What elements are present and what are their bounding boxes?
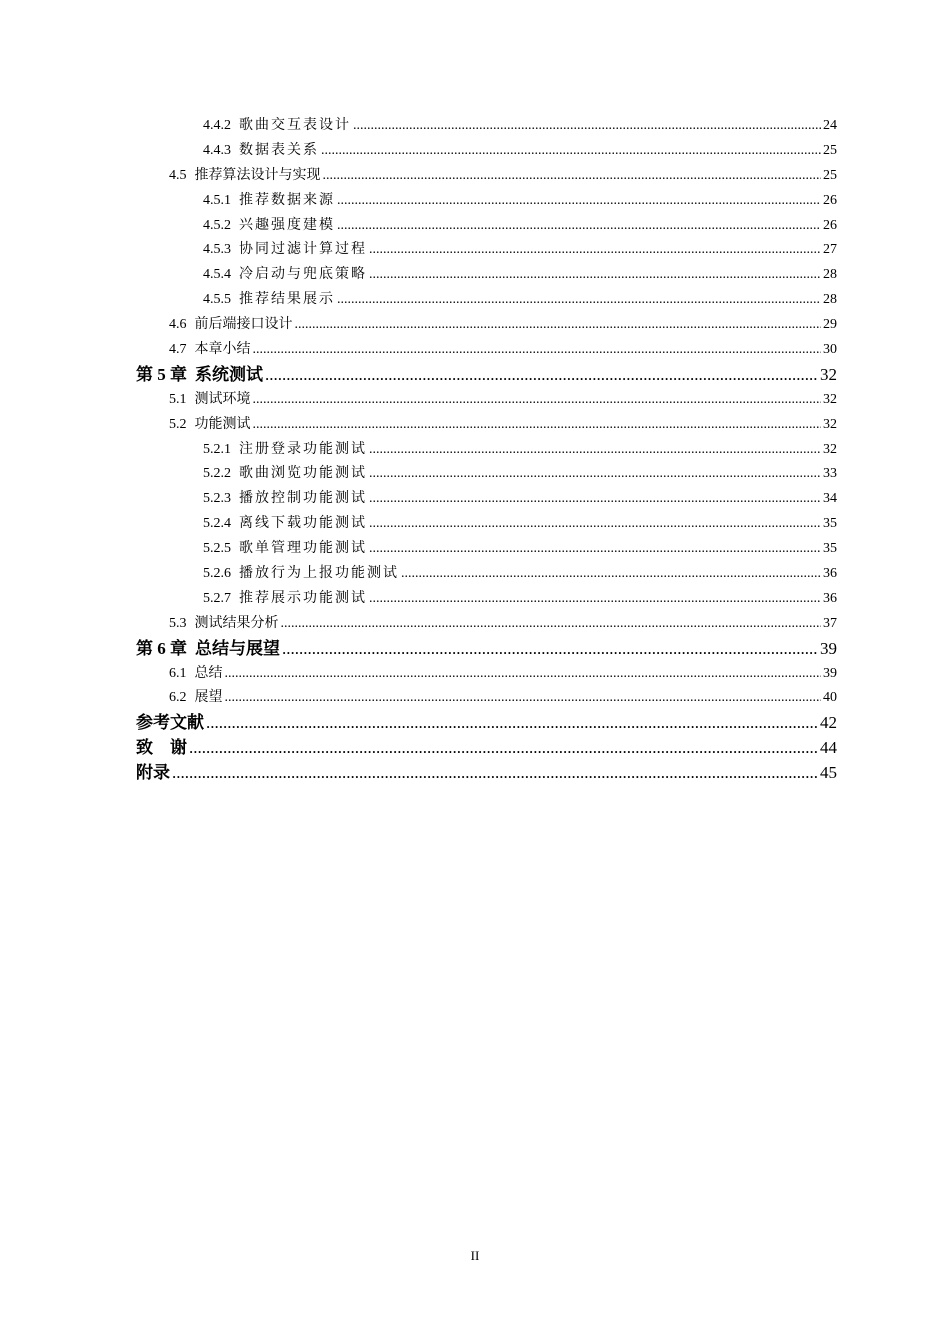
toc-entry[interactable] — [136, 338, 837, 363]
toc-entry-number: 5.1 — [169, 391, 187, 407]
toc-entry-title: 推荐结果展示 — [239, 292, 335, 308]
toc-entry-label — [136, 637, 280, 662]
toc-entry[interactable] — [136, 238, 837, 263]
toc-entry-label — [203, 238, 367, 263]
toc-entry-label — [203, 214, 335, 239]
dot-leader — [369, 238, 821, 263]
toc-entry-number: 5.3 — [169, 615, 187, 631]
toc-entry[interactable] — [136, 363, 837, 388]
toc-entry-title: 本章小结 — [194, 342, 251, 358]
toc-entry-number: 5.2.3 — [203, 491, 231, 507]
dot-leader — [337, 288, 821, 313]
toc-entry-number: 4.5.3 — [203, 242, 231, 258]
dot-leader — [253, 413, 822, 438]
toc-entry-page: 26 — [823, 217, 837, 233]
toc-entry-number: 4.4.2 — [203, 118, 231, 133]
toc-entry[interactable] — [136, 487, 837, 512]
toc-entry-page: 42 — [820, 713, 837, 733]
toc-entry-title: 系统测试 — [195, 364, 263, 384]
toc-entry-page: 34 — [823, 491, 837, 507]
toc-entry-page: 45 — [820, 763, 837, 783]
toc-entry-label — [169, 313, 293, 338]
dot-leader — [253, 388, 822, 413]
toc-entry-label — [203, 114, 351, 139]
toc-entry-number: 4.5.2 — [203, 217, 231, 233]
toc-entry[interactable] — [136, 761, 837, 786]
toc-entry[interactable] — [136, 512, 837, 537]
toc-entry-title: 数据表关系 — [239, 142, 319, 158]
toc-entry-title: 注册登录功能测试 — [239, 441, 367, 457]
toc-entry-title: 播放行为上报功能测试 — [239, 566, 399, 582]
toc-entry-number: 5.2.7 — [203, 590, 231, 606]
toc-entry-page: 39 — [823, 665, 837, 681]
toc-entry-page: 28 — [823, 292, 837, 308]
dot-leader — [282, 637, 818, 662]
toc-entry-page: 24 — [823, 118, 837, 133]
dot-leader — [337, 214, 821, 239]
toc-entry-label — [203, 537, 367, 562]
toc-entry-title: 推荐展示功能测试 — [239, 590, 367, 606]
dot-leader — [369, 263, 821, 288]
toc-entry-label — [169, 413, 251, 438]
toc-entry-number: 5.2.5 — [203, 541, 231, 557]
toc-entry[interactable] — [136, 288, 837, 313]
toc-entry-label — [169, 612, 279, 637]
toc-entry-label — [203, 562, 399, 587]
toc-entry-number: 第 6 章 — [136, 638, 187, 658]
toc-entry-page: 25 — [823, 142, 837, 158]
toc-entry-label — [203, 512, 367, 537]
toc-entry-label — [136, 736, 187, 761]
toc-entry[interactable] — [136, 462, 837, 487]
toc-entry-number: 4.5.1 — [203, 192, 231, 208]
toc-entry[interactable] — [136, 189, 837, 214]
dot-leader — [369, 487, 821, 512]
toc-entry-number: 4.5.4 — [203, 267, 231, 283]
dot-leader — [369, 462, 821, 487]
toc-entry-title: 歌曲交互表设计 — [239, 118, 351, 133]
toc-entry[interactable] — [136, 662, 837, 687]
toc-entry-page: 44 — [820, 738, 837, 758]
dot-leader — [225, 662, 822, 687]
toc-entry[interactable] — [136, 214, 837, 239]
toc-entry-title: 推荐算法设计与实现 — [194, 167, 321, 183]
toc-entry-title: 歌单管理功能测试 — [239, 541, 367, 557]
toc-entry-number: 第 5 章 — [136, 364, 187, 384]
table-of-contents — [136, 114, 837, 786]
dot-leader — [369, 537, 821, 562]
toc-entry-page: 28 — [823, 267, 837, 283]
toc-entry[interactable] — [136, 736, 837, 761]
toc-entry[interactable] — [136, 313, 837, 338]
toc-entry-page: 30 — [823, 342, 837, 358]
dot-leader — [265, 363, 818, 388]
toc-entry-number: 5.2.6 — [203, 566, 231, 582]
toc-entry-title: 离线下载功能测试 — [239, 516, 367, 532]
toc-entry-page: 36 — [823, 590, 837, 606]
toc-entry-title: 协同过滤计算过程 — [239, 242, 367, 258]
toc-entry-title: 总结 — [194, 665, 223, 681]
toc-entry[interactable] — [136, 686, 837, 711]
toc-entry-label — [203, 288, 335, 313]
toc-entry-title: 播放控制功能测试 — [239, 491, 367, 507]
toc-entry-label — [203, 587, 367, 612]
toc-entry-title: 展望 — [194, 690, 223, 706]
toc-entry-label — [169, 686, 223, 711]
dot-leader — [225, 686, 822, 711]
toc-entry-page: 33 — [823, 466, 837, 482]
toc-entry[interactable] — [136, 637, 837, 662]
toc-entry-label — [203, 438, 367, 463]
toc-entry-number: 5.2.2 — [203, 466, 231, 482]
toc-entry[interactable] — [136, 263, 837, 288]
toc-entry-number: 4.5 — [169, 167, 187, 183]
toc-entry-label — [203, 487, 367, 512]
toc-entry[interactable] — [136, 612, 837, 637]
toc-entry-number: 4.6 — [169, 317, 187, 333]
dot-leader — [369, 587, 821, 612]
toc-entry-page: 32 — [823, 441, 837, 457]
page-number: II — [470, 1248, 480, 1263]
toc-entry-label — [136, 711, 204, 736]
dot-leader — [337, 189, 821, 214]
toc-entry-label — [169, 338, 251, 363]
toc-entry-title: 功能测试 — [194, 416, 251, 432]
dot-leader — [189, 736, 818, 761]
toc-entry-label — [169, 388, 251, 413]
toc-entry-page: 32 — [823, 391, 837, 407]
toc-entry-number: 5.2 — [169, 416, 187, 432]
toc-entry[interactable] — [136, 587, 837, 612]
toc-entry[interactable] — [136, 139, 837, 164]
toc-entry-page: 39 — [820, 638, 837, 658]
toc-entry-page: 25 — [823, 167, 837, 183]
toc-entry-title: 兴趣强度建模 — [239, 217, 335, 233]
toc-entry-page: 26 — [823, 192, 837, 208]
dot-leader — [172, 761, 818, 786]
toc-entry-number: 4.4.3 — [203, 142, 231, 158]
toc-entry-title: 参考文献 — [136, 713, 204, 733]
toc-entry-number: 5.2.1 — [203, 441, 231, 457]
dot-leader — [295, 313, 822, 338]
toc-entry-page: 29 — [823, 317, 837, 333]
toc-entry-page: 32 — [820, 364, 837, 384]
toc-entry-title: 歌曲浏览功能测试 — [239, 466, 367, 482]
toc-entry-page: 37 — [823, 615, 837, 631]
toc-entry[interactable] — [136, 537, 837, 562]
toc-entry-number: 4.5.5 — [203, 292, 231, 308]
dot-leader — [353, 114, 821, 139]
toc-entry[interactable] — [136, 114, 837, 139]
toc-entry-label — [203, 189, 335, 214]
toc-entry-label — [136, 761, 170, 786]
toc-entry-title: 总结与展望 — [195, 638, 280, 658]
toc-entry-label — [169, 164, 321, 189]
toc-entry[interactable] — [136, 164, 837, 189]
toc-entry-title: 测试结果分析 — [194, 615, 279, 631]
toc-entry-page: 32 — [823, 416, 837, 432]
dot-leader — [281, 612, 822, 637]
toc-entry-title: 前后端接口设计 — [194, 317, 293, 333]
toc-entry[interactable] — [136, 438, 837, 463]
toc-entry-page: 40 — [823, 690, 837, 706]
toc-entry-number: 6.1 — [169, 665, 187, 681]
toc-entry[interactable] — [136, 711, 837, 736]
toc-entry-label — [203, 139, 319, 164]
dot-leader — [321, 139, 821, 164]
dot-leader — [369, 512, 821, 537]
dot-leader — [253, 338, 822, 363]
toc-entry-title: 测试环境 — [194, 391, 251, 407]
toc-entry[interactable] — [136, 562, 837, 587]
toc-entry-number: 4.7 — [169, 342, 187, 358]
dot-leader — [323, 164, 822, 189]
toc-entry-title: 冷启动与兜底策略 — [239, 267, 367, 283]
dot-leader — [401, 562, 821, 587]
toc-entry-label — [203, 462, 367, 487]
toc-entry-number: 6.2 — [169, 690, 187, 706]
toc-entry-page: 35 — [823, 541, 837, 557]
toc-entry-page: 36 — [823, 566, 837, 582]
toc-entry-label — [169, 662, 223, 687]
dot-leader — [369, 438, 821, 463]
toc-entry-page: 35 — [823, 516, 837, 532]
dot-leader — [206, 711, 818, 736]
toc-entry[interactable] — [136, 388, 837, 413]
toc-entry-number: 5.2.4 — [203, 516, 231, 532]
toc-entry-page: 27 — [823, 242, 837, 258]
toc-entry-title: 推荐数据来源 — [239, 192, 335, 208]
toc-entry-title: 附录 — [136, 763, 170, 783]
toc-entry[interactable] — [136, 413, 837, 438]
toc-entry-title: 致 谢 — [136, 738, 187, 758]
toc-entry-label — [203, 263, 367, 288]
toc-entry-label — [136, 363, 263, 388]
